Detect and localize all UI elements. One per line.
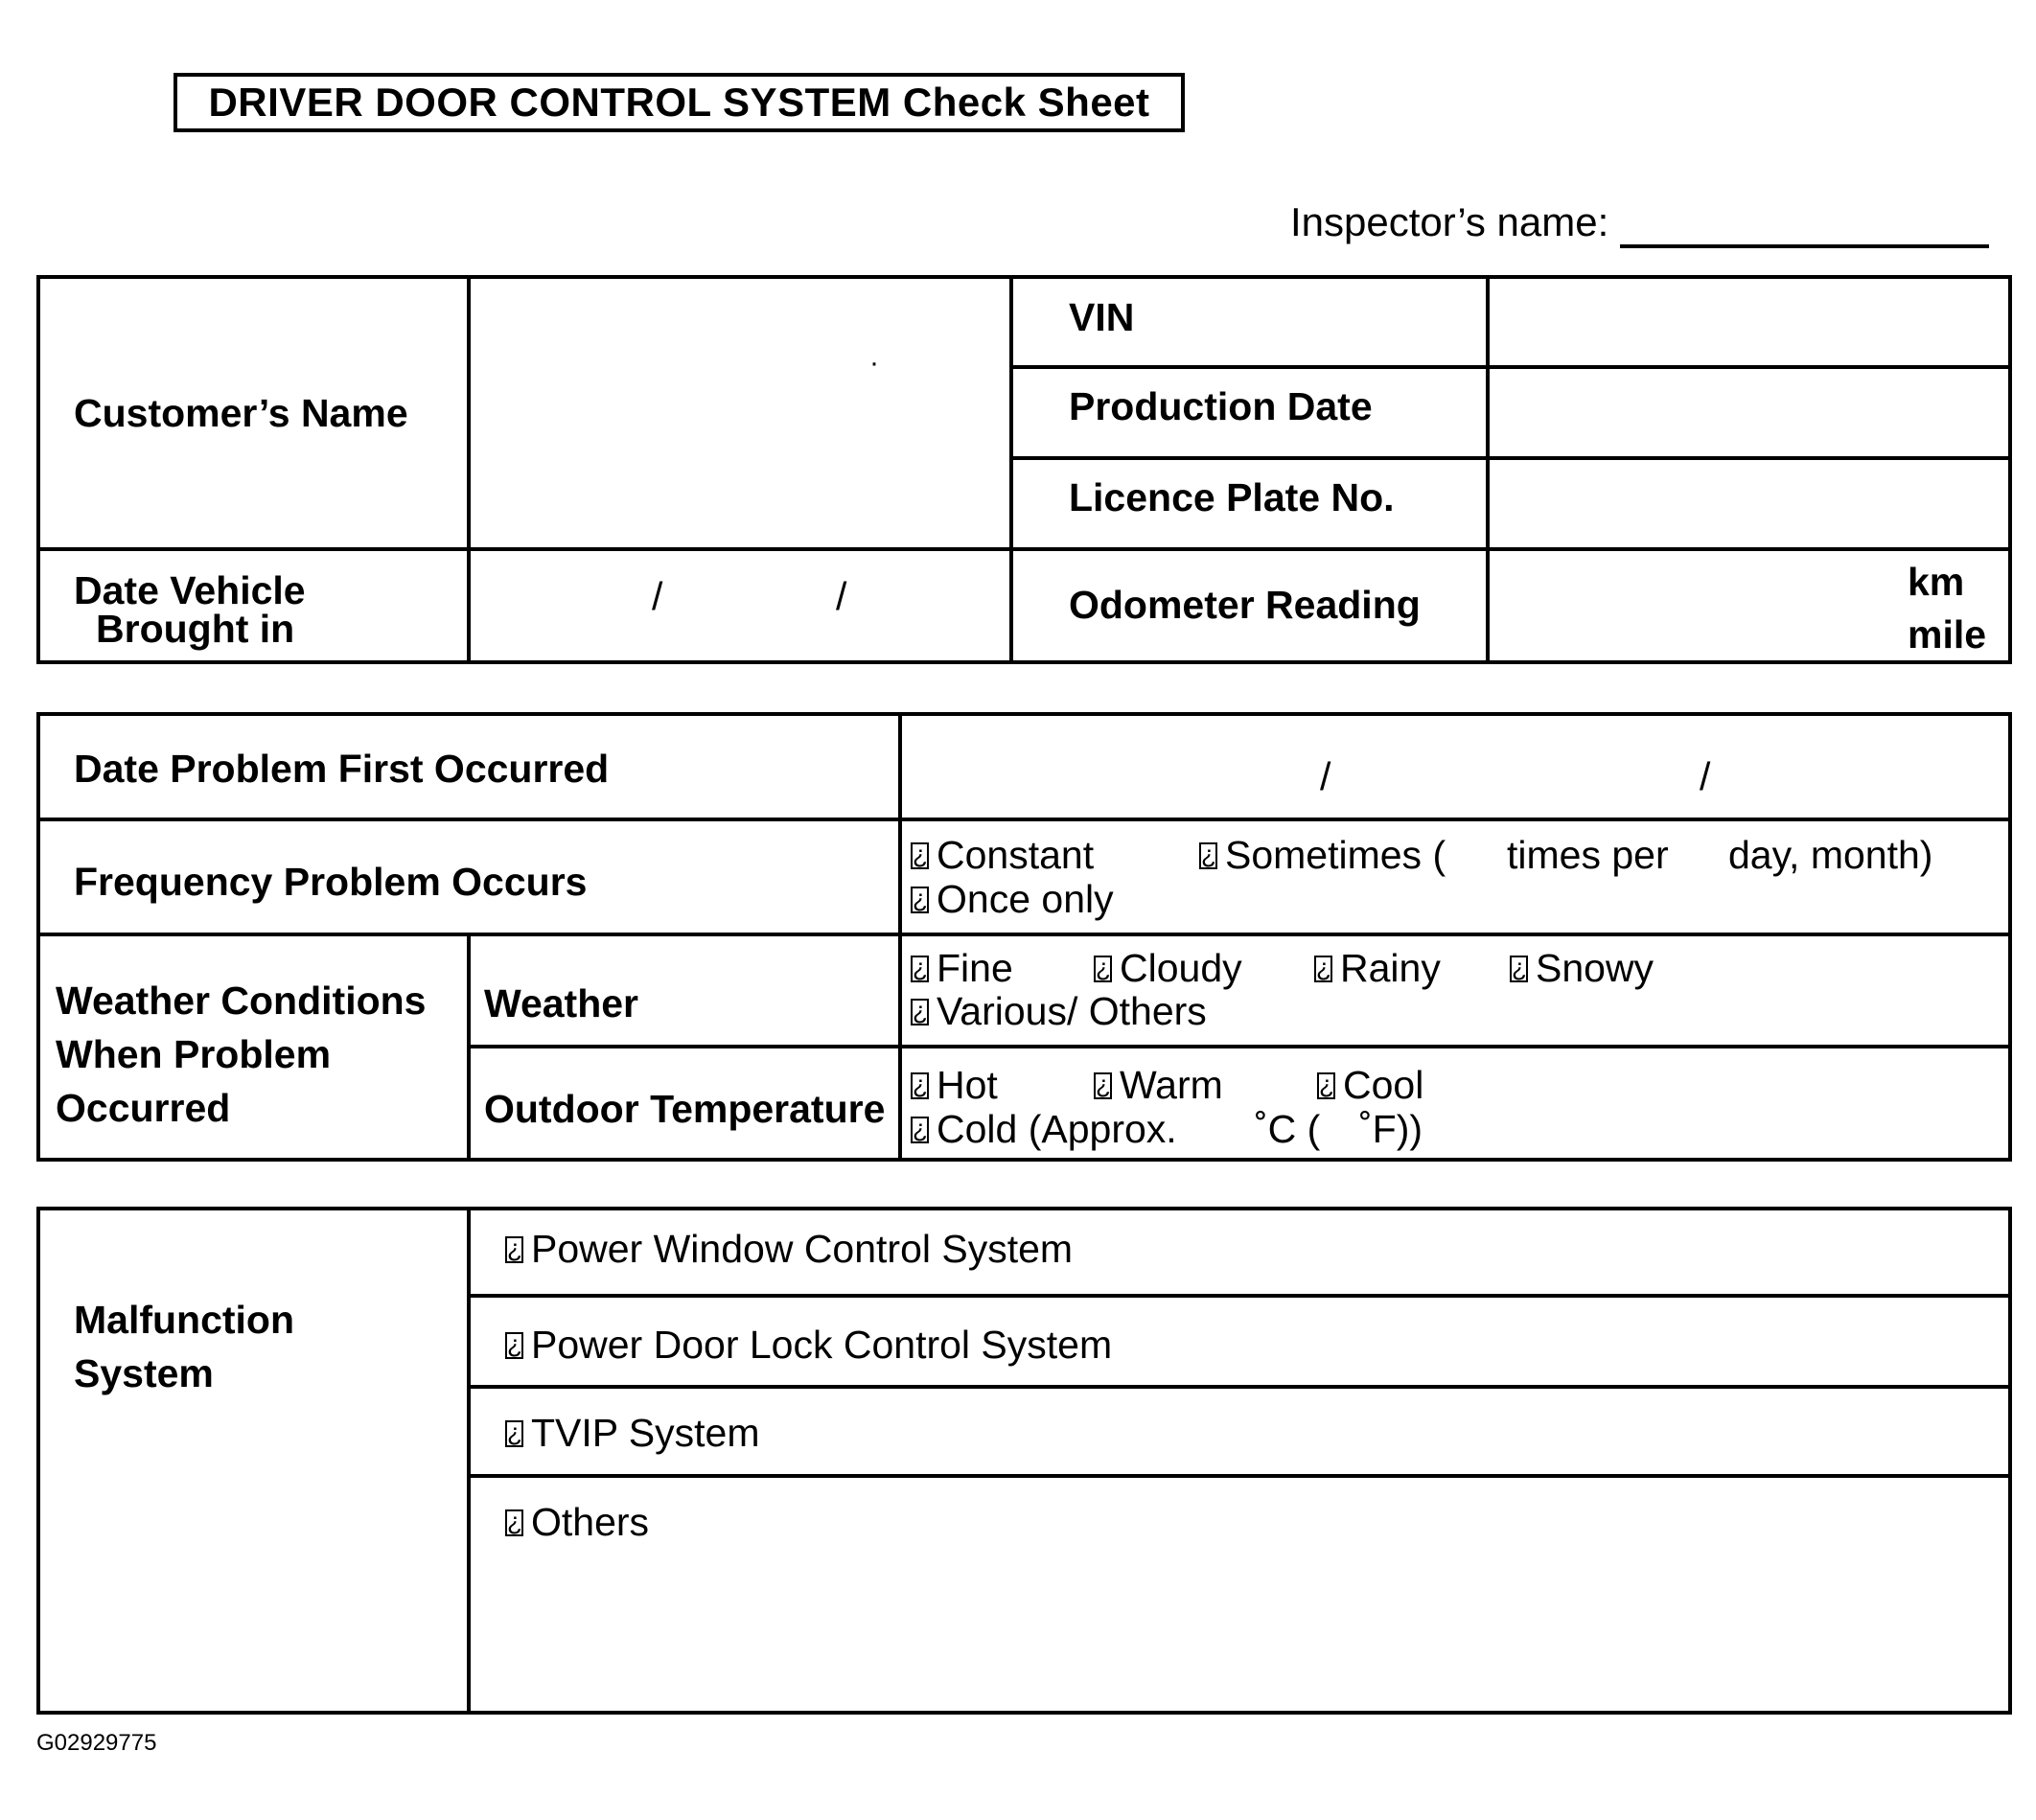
malfunction-table-divider	[467, 1294, 2012, 1298]
customers-name-field[interactable]	[473, 279, 1006, 543]
sheet-title-text: DRIVER DOOR CONTROL SYSTEM Check Sheet	[208, 80, 1150, 125]
date-first-occurred-label: Date Problem First Occurred	[74, 747, 610, 791]
figure-id: G02929775	[36, 1730, 157, 1756]
weather-cloudy-text: Cloudy	[1120, 946, 1242, 990]
temp-celsius-text: ˚C (	[1255, 1107, 1321, 1151]
date-slash: /	[1320, 754, 1331, 798]
vehicle-table-divider	[1486, 275, 1490, 664]
temp-hot-text: Hot	[937, 1063, 998, 1107]
temp-fahrenheit-text: ˚F))	[1359, 1107, 1423, 1151]
freq-once-text: Once only	[937, 877, 1114, 921]
checkbox-icon[interactable]	[1094, 956, 1112, 982]
temp-cool-option[interactable]	[1317, 1063, 1424, 1107]
weather-various-text: Various/ Others	[937, 989, 1207, 1033]
problem-table-divider	[467, 1045, 2012, 1048]
weather-cond-line2: When Problem	[56, 1032, 332, 1076]
checkbox-icon[interactable]	[911, 1117, 929, 1143]
checkbox-icon[interactable]	[505, 1420, 523, 1447]
weather-rainy-option[interactable]	[1314, 946, 1441, 990]
weather-cloudy-option[interactable]	[1094, 946, 1242, 990]
customers-name-label: Customer’s Name	[74, 391, 408, 435]
sheet-title	[174, 73, 1185, 132]
vehicle-table-divider	[467, 275, 471, 664]
checkbox-icon[interactable]	[1314, 956, 1332, 982]
checkbox-icon[interactable]	[911, 887, 929, 913]
malfunction-table-divider	[467, 1474, 2012, 1478]
malfunction-table-divider	[467, 1385, 2012, 1389]
date-vehicle-label-line2: Brought in	[96, 607, 295, 651]
freq-times-per-text: times per	[1507, 833, 1669, 877]
inspector-label: Inspector’s name:	[1290, 199, 1609, 244]
checkbox-icon[interactable]	[1317, 1072, 1335, 1099]
frequency-label: Frequency Problem Occurs	[74, 860, 588, 904]
weather-cond-line3: Occurred	[56, 1086, 231, 1130]
date-vehicle-brought-in-label	[74, 568, 306, 651]
checkbox-icon[interactable]	[911, 956, 929, 982]
date-slash: /	[652, 574, 663, 618]
checkbox-icon[interactable]	[911, 842, 929, 869]
problem-table-divider	[898, 712, 902, 1162]
malfunction-option-power-window[interactable]	[505, 1227, 1074, 1271]
weather-rainy-text: Rainy	[1340, 946, 1441, 990]
temp-warm-option[interactable]	[1094, 1063, 1223, 1107]
date-slash: /	[1700, 754, 1711, 798]
malfunction-option-tvip[interactable]	[505, 1411, 760, 1455]
vehicle-table-divider	[1009, 275, 1013, 664]
temp-hot-option[interactable]	[911, 1063, 998, 1107]
production-date-label: Production Date	[1069, 384, 1373, 428]
licence-plate-label: Licence Plate No.	[1069, 475, 1395, 519]
weather-fine-text: Fine	[937, 946, 1013, 990]
weather-fine-option[interactable]	[911, 946, 1013, 990]
malfunction-label-line1: Malfunction	[74, 1298, 295, 1342]
odometer-label: Odometer Reading	[1069, 583, 1421, 627]
production-date-field[interactable]	[1492, 370, 2008, 452]
date-first-occurred-field[interactable]	[904, 717, 2008, 814]
freq-constant-text: Constant	[937, 833, 1095, 877]
checkbox-icon[interactable]	[911, 1072, 929, 1099]
weather-snowy-text: Snowy	[1536, 946, 1654, 990]
weather-label: Weather	[484, 981, 639, 1025]
problem-table-divider	[36, 933, 2012, 936]
malfunction-label-line2: System	[74, 1351, 214, 1395]
freq-constant-option[interactable]	[911, 833, 1095, 877]
checkbox-icon[interactable]	[911, 999, 929, 1025]
freq-sometimes-text: Sometimes (	[1225, 833, 1446, 877]
malfunction-system-table	[36, 1207, 2012, 1715]
weather-conditions-label	[56, 974, 426, 1135]
date-slash: /	[836, 574, 847, 618]
malfunction-option-text: Power Door Lock Control System	[531, 1323, 1113, 1367]
stray-dot: ·	[869, 347, 879, 379]
inspector-name-field[interactable]	[1620, 244, 1989, 248]
date-vehicle-field[interactable]	[473, 552, 1006, 660]
licence-plate-field[interactable]	[1492, 461, 2008, 543]
temp-cold-text: Cold (Approx.	[937, 1107, 1177, 1151]
malfunction-option-text: Others	[531, 1500, 650, 1544]
vin-label: VIN	[1069, 295, 1135, 339]
temp-cold-option[interactable]	[911, 1107, 1177, 1151]
malfunction-option-others[interactable]	[505, 1500, 650, 1544]
vin-field[interactable]	[1492, 279, 2008, 361]
checkbox-icon[interactable]	[1094, 1072, 1112, 1099]
vehicle-table-divider	[36, 547, 2012, 551]
checkbox-icon[interactable]	[505, 1332, 523, 1359]
malfunction-option-power-door-lock[interactable]	[505, 1325, 1112, 1365]
checkbox-icon[interactable]	[1510, 956, 1528, 982]
weather-various-option[interactable]	[911, 989, 1207, 1033]
vehicle-table-divider	[1009, 456, 2012, 460]
weather-snowy-option[interactable]	[1510, 946, 1654, 990]
checkbox-icon[interactable]	[505, 1509, 523, 1536]
problem-table-divider	[36, 818, 2012, 821]
malfunction-option-text: Power Window Control System	[531, 1227, 1074, 1271]
malfunction-option-text: TVIP System	[531, 1411, 760, 1455]
freq-sometimes-option[interactable]	[1199, 833, 1446, 877]
temp-warm-text: Warm	[1120, 1063, 1223, 1107]
checkbox-icon[interactable]	[1199, 842, 1217, 869]
freq-once-option[interactable]	[911, 877, 1114, 921]
weather-cond-line1: Weather Conditions	[56, 979, 427, 1023]
temp-cool-text: Cool	[1343, 1063, 1424, 1107]
freq-day-month-text: day, month)	[1728, 833, 1933, 877]
odometer-unit-mile: mile	[1908, 612, 1987, 657]
checkbox-icon[interactable]	[505, 1236, 523, 1263]
outdoor-temperature-label: Outdoor Temperature	[484, 1087, 886, 1131]
date-vehicle-label-line1: Date Vehicle	[74, 568, 306, 612]
vehicle-table-divider	[1009, 365, 2012, 369]
malfunction-table-divider	[467, 1207, 471, 1715]
malfunction-system-label	[74, 1293, 294, 1400]
odometer-unit-km: km	[1908, 560, 1965, 604]
